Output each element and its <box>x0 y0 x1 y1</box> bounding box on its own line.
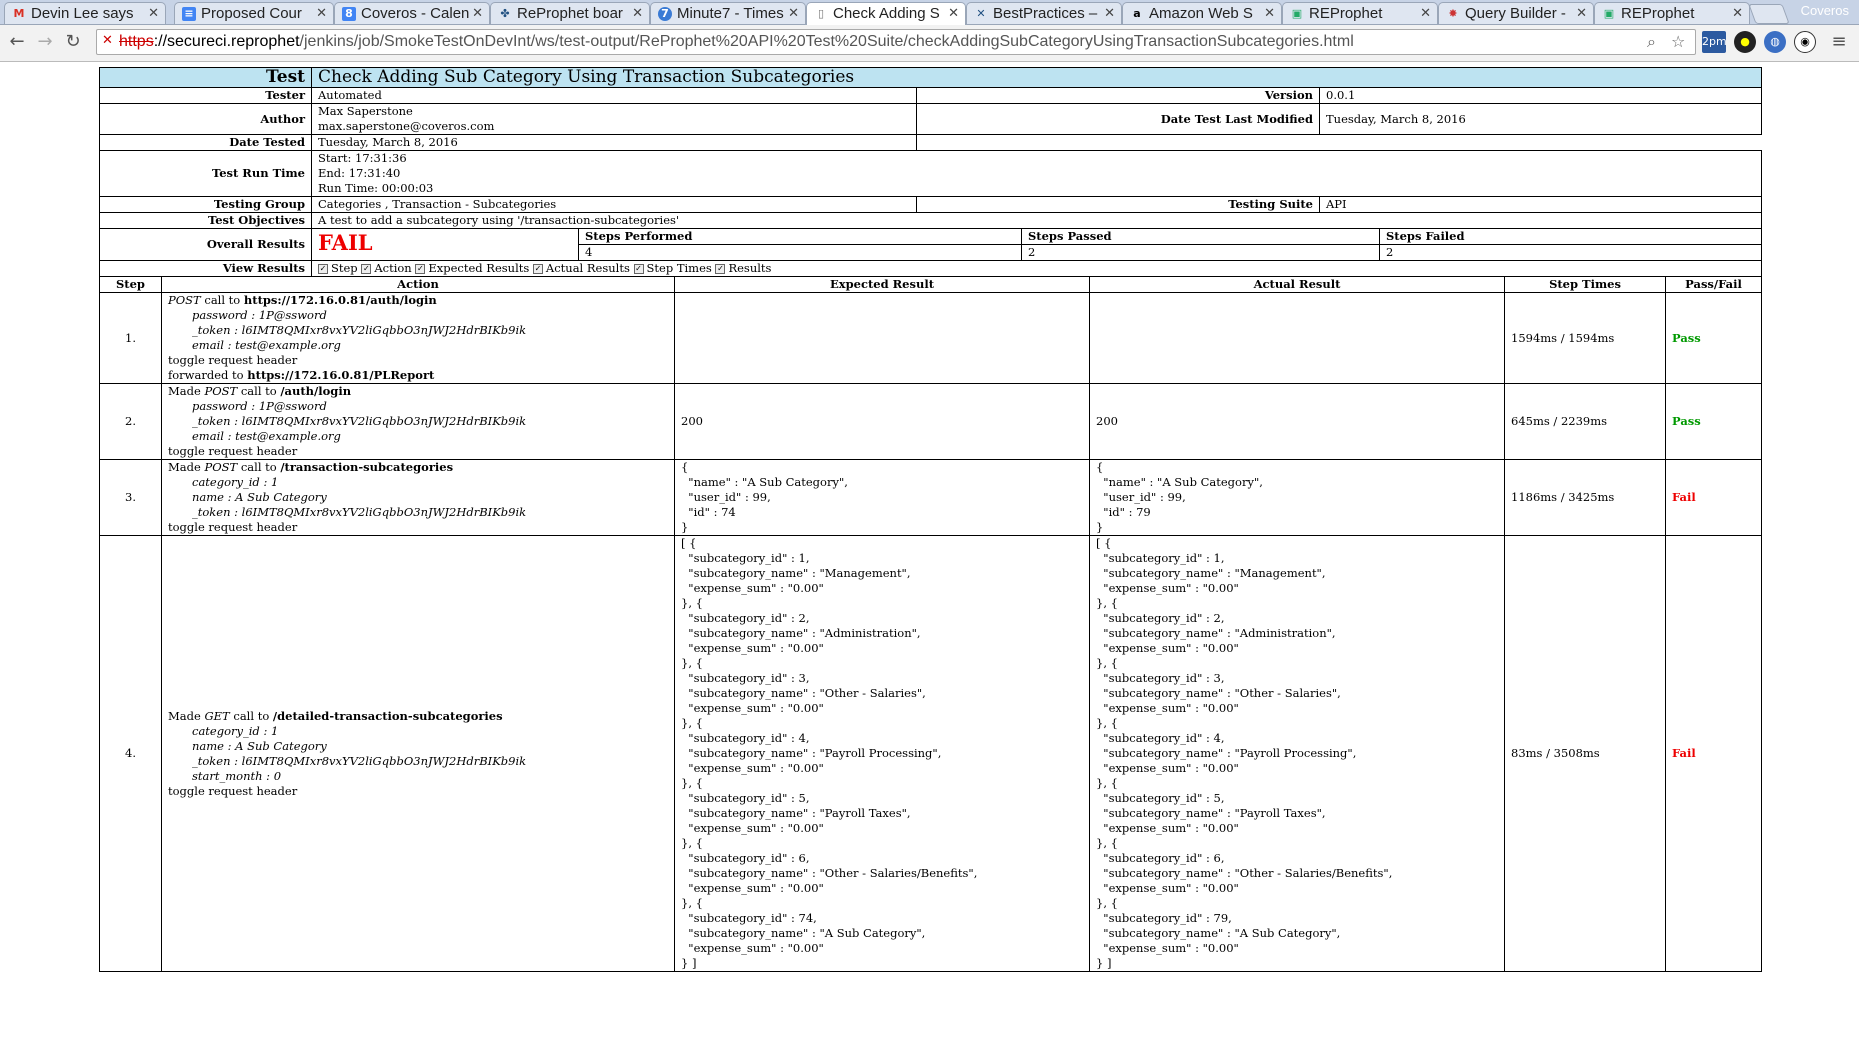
param: _token : l6IMT8QMIxr8vxYV2liGqbbO3nJWJ2HdrBIKb9ik <box>192 323 527 337</box>
action-prefix: Made <box>168 708 205 723</box>
page-icon: ▯ <box>817 7 825 20</box>
tab-aws[interactable] <box>1122 2 1282 24</box>
step-result: Pass <box>1666 384 1762 460</box>
col-times: Step Times <box>1505 277 1666 293</box>
suite-value: API <box>1320 197 1762 213</box>
objectives-row <box>100 213 1762 229</box>
insecure-lock-icon[interactable]: ✕ <box>102 33 113 48</box>
checkbox-icon[interactable]: ✓ <box>362 264 370 273</box>
extension-circle-icon[interactable]: ● <box>1734 31 1756 53</box>
tested-row <box>100 135 1762 151</box>
run-start: Start: 17:31:36 <box>318 151 407 165</box>
endpoint: /auth/login <box>280 384 352 398</box>
tab-title: ReProphet boar <box>517 6 623 22</box>
request-method: GET <box>204 708 230 723</box>
step-time: 1594ms / 1594ms <box>1505 293 1666 384</box>
security-extension-icon[interactable]: ◉ <box>1794 31 1816 53</box>
forwarded-url: https://172.16.0.81/PLReport <box>247 368 435 382</box>
actual-text: { "name" : "A Sub Category", "user_id" : 99, "id" : 79 } <box>1096 460 1263 534</box>
calendar-icon: 8 <box>342 7 356 21</box>
back-arrow-icon[interactable]: ← <box>9 31 25 52</box>
close-icon[interactable]: ✕ <box>148 6 159 21</box>
performed-label: Steps Performed <box>579 229 1022 245</box>
tester-value: Automated <box>312 88 917 104</box>
gmail-icon: M <box>13 7 25 20</box>
table-row <box>100 536 1762 972</box>
query-icon: ✸ <box>1448 7 1458 20</box>
actual-text: [ { "subcategory_id" : 1, "subcategory_name" : "Management", "expense_sum" : "0.00" }, { "subcategory_id" : 2, "subcategory_name" : "Administration", "expense_sum" : "0.00" }, { "subcategory_id" : 3, "subcategory_name" : "Other - Salaries", "expense_sum" : "0.00" }, { "subcategory_id" : 4, "subcategory_name" : "Payroll Processing", "expense_sum" : "0.00" }, { "subcategory_id" : 5, "subcategory_name" : "Payroll Taxes", "expense_sum" : "0.00" }, { "subcategory_id" : 6, "subcategory_name" : "Other - Salaries/Benefits", "expense_sum" : "0.00" }, { "subcategory_id" : 79, "subcategory_name" : "A Sub Category", "expense_sum" : "0.00" } ] <box>1096 536 1393 970</box>
group-label: Testing Group <box>100 197 312 213</box>
close-icon[interactable]: ✕ <box>1104 6 1115 21</box>
toggle-request-header-link[interactable]: toggle request header <box>168 353 298 367</box>
actual-result <box>1090 536 1505 972</box>
group-row <box>100 197 1762 213</box>
forward-arrow-icon[interactable]: → <box>37 31 53 52</box>
view-option-results[interactable] <box>715 261 771 275</box>
tab-title: Amazon Web S <box>1149 6 1253 22</box>
step-number: 4. <box>100 536 162 972</box>
tester-row <box>100 88 1762 104</box>
table-row <box>100 384 1762 460</box>
param: _token : l6IMT8QMIxr8vxYV2liGqbbO3nJWJ2HdrBIKb9ik <box>192 505 527 519</box>
expected-result <box>675 293 1090 384</box>
checkbox-icon[interactable]: ✓ <box>534 264 542 273</box>
overall-cell <box>312 229 1762 261</box>
request-method: POST <box>168 293 201 307</box>
author-value <box>312 104 917 135</box>
toggle-request-header-link[interactable]: toggle request header <box>168 444 298 458</box>
step-action <box>162 536 675 972</box>
tab-query-builder[interactable] <box>1438 2 1594 24</box>
steps-table <box>99 276 1762 972</box>
view-option-action[interactable] <box>361 261 411 275</box>
author-label: Author <box>100 104 312 135</box>
actual-result <box>1090 384 1505 460</box>
objectives-value: A test to add a subcategory using '/transaction-subcategories' <box>312 213 1762 229</box>
tab-active-report[interactable] <box>806 2 966 25</box>
step-result: Pass <box>1666 293 1762 384</box>
table-row <box>100 460 1762 536</box>
view-options <box>312 261 1762 277</box>
close-icon[interactable]: ✕ <box>1420 6 1431 21</box>
actual-result <box>1090 293 1505 384</box>
close-icon[interactable]: ✕ <box>1264 6 1275 21</box>
test-info-table <box>99 67 1762 276</box>
col-passfail: Pass/Fail <box>1666 277 1762 293</box>
expected-text: [ { "subcategory_id" : 1, "subcategory_name" : "Management", "expense_sum" : "0.00" }, { "subcategory_id" : 2, "subcategory_name" : "Administration", "expense_sum" : "0.00" }, { "subcategory_id" : 3, "subcategory_name" : "Other - Salaries", "expense_sum" : "0.00" }, { "subcategory_id" : 4, "subcategory_name" : "Payroll Processing", "expense_sum" : "0.00" }, { "subcategory_id" : 5, "subcategory_name" : "Payroll Taxes", "expense_sum" : "0.00" }, { "subcategory_id" : 6, "subcategory_name" : "Other - Salaries/Benefits", "expense_sum" : "0.00" }, { "subcategory_id" : 74, "subcategory_name" : "A Sub Category", "expense_sum" : "0.00" } ] <box>681 536 978 970</box>
toggle-request-header-link[interactable]: toggle request header <box>168 783 298 798</box>
step-action <box>162 384 675 460</box>
author-row <box>100 104 1762 135</box>
view-option-label: Step Times <box>646 261 712 275</box>
view-option-label: Actual Results <box>545 261 630 275</box>
view-option-times[interactable] <box>634 261 712 275</box>
param: start_month : 0 <box>192 768 282 783</box>
actual-result <box>1090 460 1505 536</box>
view-option-step[interactable] <box>318 261 358 275</box>
expected-result <box>675 384 1090 460</box>
close-icon[interactable]: ✕ <box>472 6 483 21</box>
tester-label: Tester <box>100 88 312 104</box>
menu-icon[interactable]: ≡ <box>1831 31 1847 52</box>
tab-gmail[interactable] <box>4 2 166 24</box>
step-time: 1186ms / 3425ms <box>1505 460 1666 536</box>
url-scheme: https <box>119 33 154 50</box>
view-option-label: Expected Results <box>428 261 530 275</box>
url-path: /jenkins/job/SmokeTestOnDevInt/ws/test-output/ReProphet%20API%20Test%20Suite/checkAddingSubCategoryUsingTransactionSubcategories.html <box>299 33 1354 50</box>
modified-label: Date Test Last Modified <box>917 104 1320 135</box>
version-value: 0.0.1 <box>1320 88 1762 104</box>
close-icon[interactable]: ✕ <box>632 6 643 21</box>
runtime-value <box>312 151 1762 197</box>
endpoint: /transaction-subcategories <box>280 460 454 474</box>
close-icon[interactable]: ✕ <box>1732 6 1743 21</box>
test-report <box>99 67 1762 972</box>
author-name: Max Saperstone <box>318 104 413 118</box>
col-actual: Actual Result <box>1090 277 1505 293</box>
step-result: Fail <box>1666 536 1762 972</box>
url-text <box>119 33 1354 51</box>
version-label: Version <box>917 88 1320 104</box>
endpoint: https://172.16.0.81/auth/login <box>243 293 437 307</box>
view-results-row <box>100 261 1762 277</box>
request-method: POST <box>204 460 238 474</box>
checkbox-icon[interactable]: ✓ <box>319 264 327 273</box>
tab-title: Proposed Cour <box>201 6 302 22</box>
view-option-label: Step <box>331 261 358 275</box>
run-time: Run Time: 00:00:03 <box>318 181 434 195</box>
profile-name[interactable]: Coveros <box>1800 3 1849 18</box>
param: email : test@example.org <box>192 338 341 352</box>
reload-icon[interactable]: ↻ <box>65 31 81 52</box>
tab-strip <box>0 0 1859 25</box>
expected-result <box>675 460 1090 536</box>
overall-result <box>312 229 579 260</box>
param: password : 1P@ssword <box>192 399 327 413</box>
step-number: 2. <box>100 384 162 460</box>
browser-toolbar <box>0 25 1859 62</box>
action-prefix: Made <box>168 460 205 474</box>
reprophet-icon: ▣ <box>1603 7 1615 20</box>
modified-value: Tuesday, March 8, 2016 <box>1320 104 1762 135</box>
objectives-label: Test Objectives <box>100 213 312 229</box>
toggle-request-header-link[interactable]: toggle request header <box>168 520 298 534</box>
param: _token : l6IMT8QMIxr8vxYV2liGqbbO3nJWJ2HdrBIKb9ik <box>192 414 527 428</box>
expected-result <box>675 536 1090 972</box>
view-option-label: Action <box>374 261 412 275</box>
tested-label: Date Tested <box>100 135 312 151</box>
checkbox-icon[interactable]: ✓ <box>417 264 424 273</box>
request-method: POST <box>204 384 238 398</box>
failed-label: Steps Failed <box>1380 229 1762 245</box>
close-icon[interactable]: ✕ <box>788 6 799 21</box>
amazon-icon: a <box>1133 7 1141 20</box>
url-host: ://secureci.reprophet <box>153 33 300 50</box>
step-time: 83ms / 3508ms <box>1505 536 1666 972</box>
step-number: 3. <box>100 460 162 536</box>
suite-label: Testing Suite <box>917 197 1320 213</box>
param: category_id : 1 <box>192 723 279 738</box>
overall-label: Overall Results <box>100 229 312 261</box>
jira-icon: ✤ <box>500 7 510 20</box>
tested-value: Tuesday, March 8, 2016 <box>312 135 917 151</box>
actual-text: 200 <box>1096 414 1118 428</box>
param: name : A Sub Category <box>192 738 327 753</box>
empty-cell <box>917 135 1762 151</box>
overall-row <box>100 229 1762 261</box>
tab-title: Devin Lee says <box>31 6 134 22</box>
overall-fail-text: FAIL <box>318 230 373 255</box>
param: _token : l6IMT8QMIxr8vxYV2liGqbbO3nJWJ2HdrBIKb9ik <box>192 753 527 768</box>
step-result: Fail <box>1666 460 1762 536</box>
tab-title: REProphet <box>1621 6 1695 22</box>
zoom-icon[interactable]: ⌕ <box>1647 32 1656 51</box>
call-text: call to <box>200 293 244 307</box>
passed-label: Steps Passed <box>1022 229 1380 245</box>
tab-title: Minute7 - Times <box>677 6 784 22</box>
confluence-icon: ✕ <box>976 7 986 20</box>
tab-calendar[interactable] <box>334 2 490 24</box>
step-action <box>162 293 675 384</box>
param: email : test@example.org <box>192 429 341 443</box>
col-expected: Expected Result <box>675 277 1090 293</box>
step-action <box>162 460 675 536</box>
calendar-extension-icon[interactable] <box>1702 31 1726 53</box>
close-icon[interactable]: ✕ <box>316 6 327 21</box>
tab-title: BestPractices – <box>993 6 1098 22</box>
extension-time: 2pm <box>1702 35 1727 48</box>
tab-title: Check Adding S <box>833 6 940 22</box>
tab-docs[interactable] <box>174 2 334 24</box>
checkbox-icon[interactable]: ✓ <box>717 264 724 273</box>
overall-results-table <box>312 229 1761 260</box>
view-option-actual[interactable] <box>533 261 630 275</box>
globe-extension-icon[interactable]: ◍ <box>1764 31 1786 53</box>
tab-title: Query Builder - <box>1465 6 1566 22</box>
failed-value: 2 <box>1380 245 1762 261</box>
close-icon[interactable]: ✕ <box>1576 6 1587 21</box>
address-bar[interactable] <box>96 29 1696 55</box>
run-end: End: 17:31:40 <box>318 166 401 180</box>
tab-title: REProphet <box>1309 6 1383 22</box>
minute7-icon: 7 <box>658 7 672 21</box>
step-time: 645ms / 2239ms <box>1505 384 1666 460</box>
tab-confluence[interactable] <box>966 2 1122 24</box>
action-prefix: Made <box>168 384 205 398</box>
passed-value: 2 <box>1022 245 1380 261</box>
param: password : 1P@ssword <box>192 308 327 322</box>
view-label: View Results <box>100 261 312 277</box>
expected-text: 200 <box>681 414 703 428</box>
col-step: Step <box>100 277 162 293</box>
performed-value: 4 <box>579 245 1022 261</box>
param: name : A Sub Category <box>192 490 327 504</box>
view-option-label: Results <box>728 261 772 275</box>
tab-minute7[interactable] <box>650 2 806 24</box>
test-name: Check Adding Sub Category Using Transaction Subcategories <box>312 68 1762 88</box>
endpoint: /detailed-transaction-subcategories <box>272 708 503 723</box>
steps-header-row <box>100 277 1762 293</box>
docs-icon: ≡ <box>182 7 196 21</box>
view-option-expected[interactable] <box>415 261 529 275</box>
runtime-label: Test Run Time <box>100 151 312 197</box>
tab-reprophet-1[interactable] <box>1282 2 1438 24</box>
checkbox-icon[interactable]: ✓ <box>635 264 642 273</box>
step-number: 1. <box>100 293 162 384</box>
group-value: Categories , Transaction - Subcategories <box>312 197 917 213</box>
table-row <box>100 293 1762 384</box>
col-action: Action <box>162 277 675 293</box>
close-icon[interactable]: ✕ <box>948 6 959 21</box>
reprophet-icon: ▣ <box>1291 7 1303 20</box>
test-title-row <box>100 68 1762 88</box>
tab-title: Coveros - Calen <box>361 6 469 22</box>
tab-reprophet-2[interactable] <box>1594 2 1750 24</box>
expected-text: { "name" : "A Sub Category", "user_id" : 99, "id" : 74 } <box>681 460 848 534</box>
runtime-row <box>100 151 1762 197</box>
forwarded-text: forwarded to <box>168 368 248 382</box>
param: category_id : 1 <box>192 475 279 489</box>
call-text: call to <box>237 384 281 398</box>
test-label: Test <box>100 68 312 88</box>
author-email: max.saperstone@coveros.com <box>318 119 495 133</box>
call-text: call to <box>237 460 281 474</box>
bookmark-star-icon[interactable]: ☆ <box>1671 32 1686 51</box>
tab-jira[interactable] <box>490 2 650 24</box>
call-text: call to <box>229 708 273 723</box>
